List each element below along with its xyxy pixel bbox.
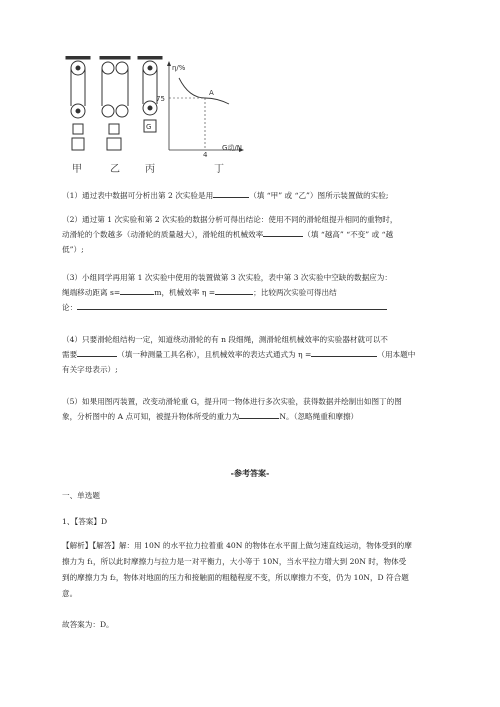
answer-blank — [311, 347, 377, 357]
question-3-line-2c: ；比较两次实验可得出结 — [253, 288, 337, 297]
efficiency-curve — [179, 78, 229, 104]
point-a-label: A — [209, 89, 214, 97]
question-5-line-2b: N。（忽略绳重和摩擦） — [279, 412, 359, 421]
question-2-line-1: （2）通过第 1 次实验和第 2 次实验的数据分析可得出结论：使用不同的滑轮组提升相同的重物时， — [62, 215, 398, 224]
analysis-paragraph — [62, 538, 482, 602]
y-tick-label: 75 — [156, 95, 165, 103]
x-axis-label: G动/N — [222, 144, 243, 152]
question-2-line-3: 低”）; — [62, 245, 84, 254]
analysis-line-4: 意。 — [62, 589, 78, 598]
question-3-line-2b: m，机械效率 η = — [154, 288, 216, 297]
question-5-line-2a: 象，分析图中的 A 点可知，被提升物体所受的重力为 — [62, 412, 240, 421]
figure-label-ding: 丁 — [214, 164, 224, 175]
pulley-setup-jia — [66, 56, 90, 150]
answer-blank — [120, 285, 154, 295]
analysis-line-1: 【解析】【解答】解：用 10N 的水平拉力拉着重 40N 的物体在水平面上做匀速直线运动，物体受到的摩 — [62, 541, 412, 550]
question-4-line-2a: 需要 — [62, 350, 78, 359]
answer-blank — [213, 188, 249, 198]
question-3-line-2a: 绳端移动距离 s= — [62, 288, 121, 297]
question-4 — [62, 332, 474, 377]
analysis-line-2: 擦力为 f₁，所以此时摩擦力与拉力是一对平衡力，大小等于 10N，当水平拉力增大到 20N 时，物体受 — [62, 557, 407, 566]
question-1-text-a: （1）通过表中数据可分析出第 2 次实验是用 — [62, 191, 214, 200]
answer-item-1: 1、【答案】D — [62, 517, 108, 526]
y-axis-label: η/% — [172, 64, 186, 72]
answer-conclusion: 故答案为：D。 — [62, 620, 114, 629]
question-1 — [62, 188, 474, 203]
y-axis-arrow — [167, 61, 171, 66]
question-4-line-3: 有关字母表示）; — [62, 365, 118, 374]
analysis-line-3: 到的摩擦力为 f₂，物体对地面的压力和接触面的粗糙程度不变，所以摩擦力不变，仍为 10N，D 符合题 — [62, 573, 409, 582]
question-4-line-2b: （填一种测量工具名称），且机械效率的表达式通式为 η = — [117, 350, 312, 359]
question-5 — [62, 394, 474, 424]
question-3-line-1: （3）小组同学再用第 1 次实验中使用的装置做第 3 次实验，表中第 3 次实验中空缺的数据应为： — [62, 273, 392, 282]
question-4-line-1: （4）只要滑轮组结构一定，知道绕动滑轮的有 n 段细绳，测滑轮组机械效率的实验器材就可以不 — [62, 335, 388, 344]
answer-blank — [239, 409, 279, 419]
answer-blank — [263, 227, 303, 237]
question-5-line-1: （5）如果用图丙装置，改变动滑轮重 G，提升同一物体进行多次实验，获得数据并绘制出如图丁的图 — [62, 397, 402, 406]
answers-title: -参考答案- — [230, 468, 270, 478]
figure-label-bing: 丙 — [145, 164, 155, 175]
question-2-line-2b: （填 “越高” “不变” 或 “越 — [303, 230, 394, 239]
question-1-text-b: （填 “甲” 或 “乙”）图所示装置做的实验; — [249, 191, 389, 200]
answer-blank — [77, 347, 117, 357]
question-3-line-3: 论： — [62, 303, 78, 312]
x-tick-label: 4 — [203, 151, 208, 158]
question-2 — [62, 212, 474, 257]
answer-blank — [215, 285, 253, 295]
svg-text:G: G — [146, 123, 152, 131]
figure-label-jia: 甲 — [72, 164, 82, 175]
answer-blank — [77, 300, 387, 310]
question-3 — [62, 270, 474, 315]
question-4-line-2c: （用本题中 — [377, 350, 416, 359]
figure-label-yi: 乙 — [110, 164, 120, 175]
question-2-line-2a: 动滑轮的个数越多（动滑轮的质量越大），滑轮组的机械效率 — [62, 230, 264, 239]
section-heading: 一、单选题 — [62, 491, 100, 500]
pulley-setup-yi — [100, 56, 130, 150]
